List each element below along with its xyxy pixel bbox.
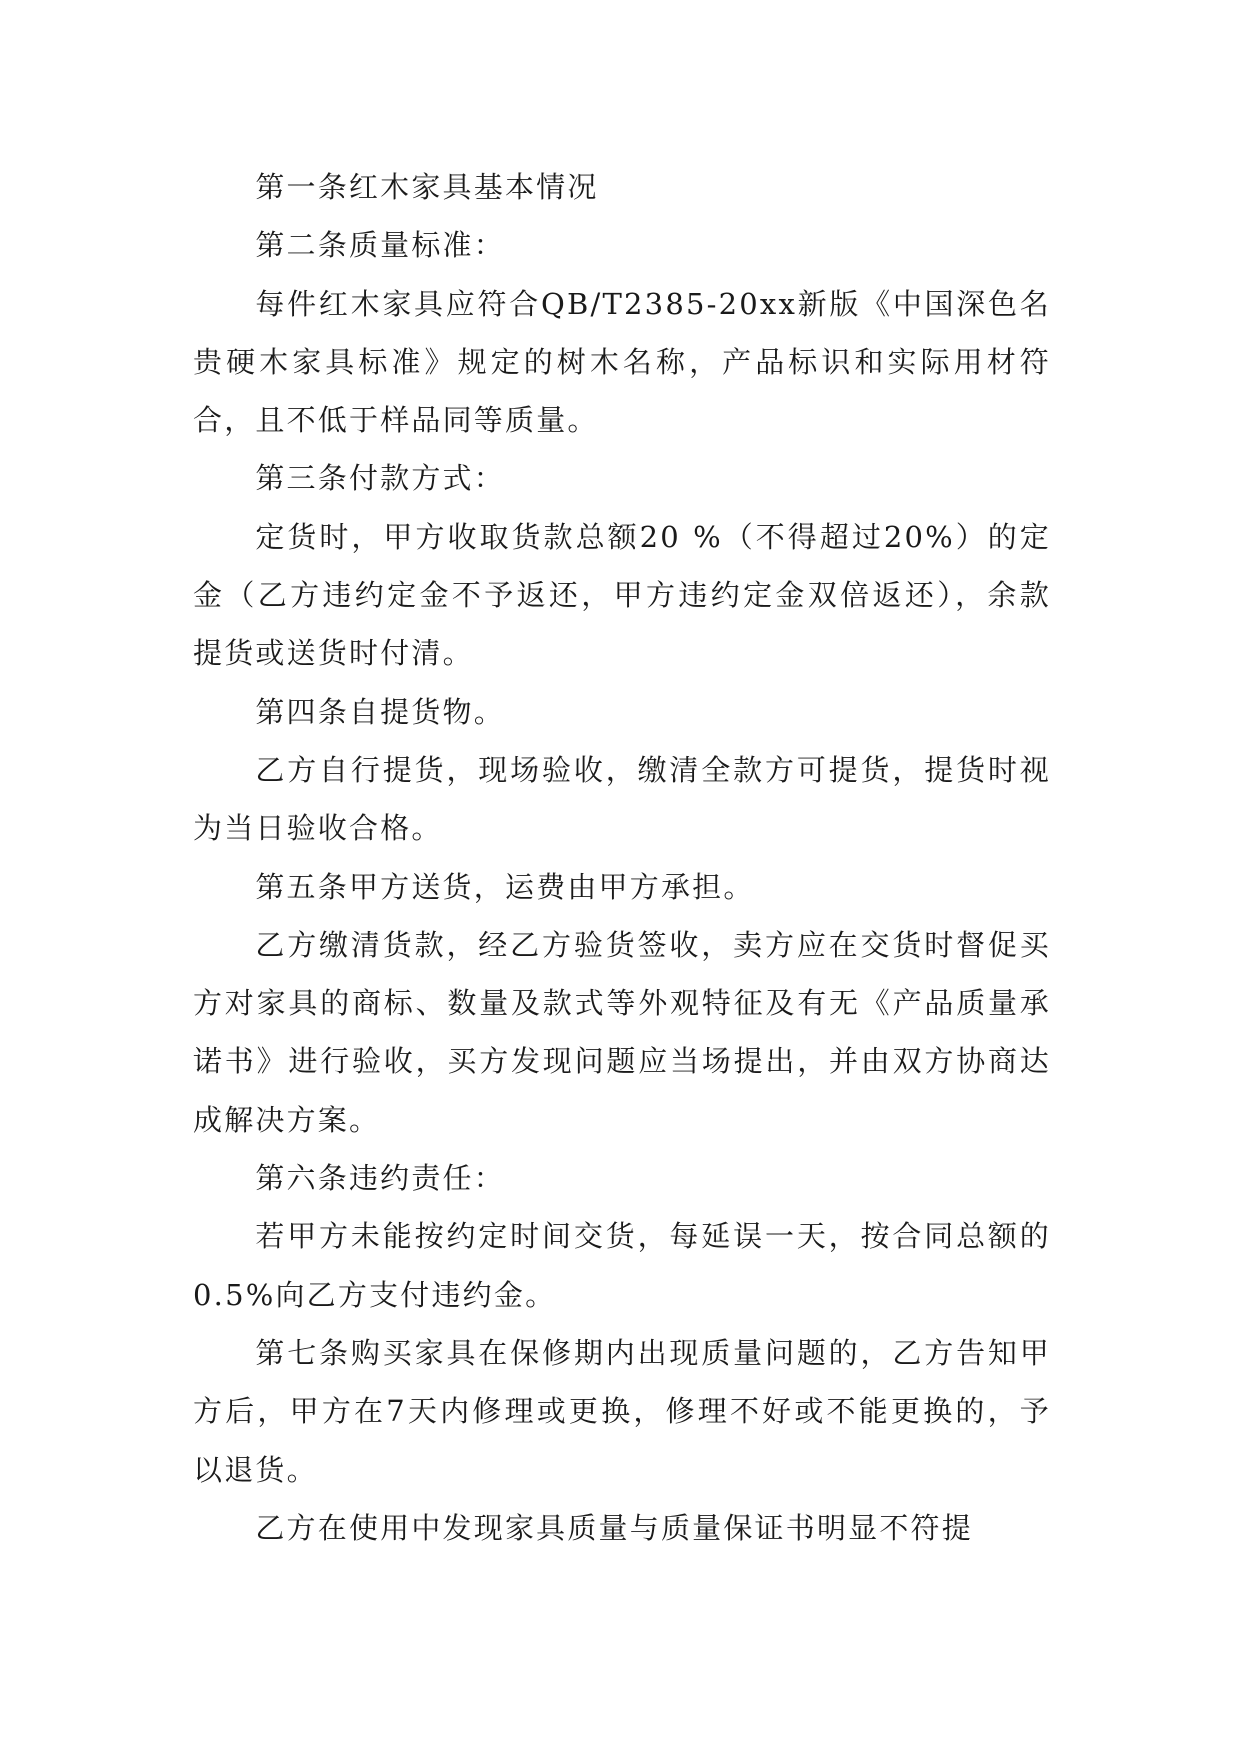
clause-7-continuation: 乙方在使用中发现家具质量与质量保证书明显不符提 [255,1510,973,1545]
clause-5-heading: 第五条甲方送货，运费由甲方承担。 [255,869,755,904]
clause-6-body: 若甲方未能按约定时间交货，每延误一天，按合同总额的0.5%向乙方支付违约金。 [193,1219,1051,1312]
clause-3-body: 定货时，甲方收取货款总额20 %（不得超过20%）的定金（乙方违约定金不予返还，甲方违约定金双倍返还），余款提货或送货时付清。 [193,519,1051,671]
clause-2-body: 每件红木家具应符合QB/T2385-20xx新版《中国深色名贵硬木家具标准》规定的树木名称，产品标识和实际用材符合，且不低于样品同等质量。 [193,286,1051,438]
clause-4-heading: 第四条自提货物。 [255,694,505,729]
clause-2-heading: 第二条质量标准： [255,228,505,263]
clause-3-heading: 第三条付款方式： [255,461,505,496]
clause-1-heading: 第一条红木家具基本情况 [255,170,599,204]
clause-5-body: 乙方缴清货款，经乙方验货签收，卖方应在交货时督促买方对家具的商标、数量及款式等外观特征及有无《产品质量承诺书》进行验收，买方发现问题应当场提出，并由双方协商达成解决方案。 [193,927,1051,1137]
clause-6-heading: 第六条违约责任： [255,1161,505,1196]
clause-4-body: 乙方自行提货，现场验收，缴清全款方可提货，提货时视为当日验收合格。 [193,752,1051,846]
clause-7-body: 第七条购买家具在保修期内出现质量问题的，乙方告知甲方后，甲方在7天内修理或更换，修理不好或不能更换的，予以退货。 [193,1335,1051,1487]
document-body [193,158,1051,1557]
